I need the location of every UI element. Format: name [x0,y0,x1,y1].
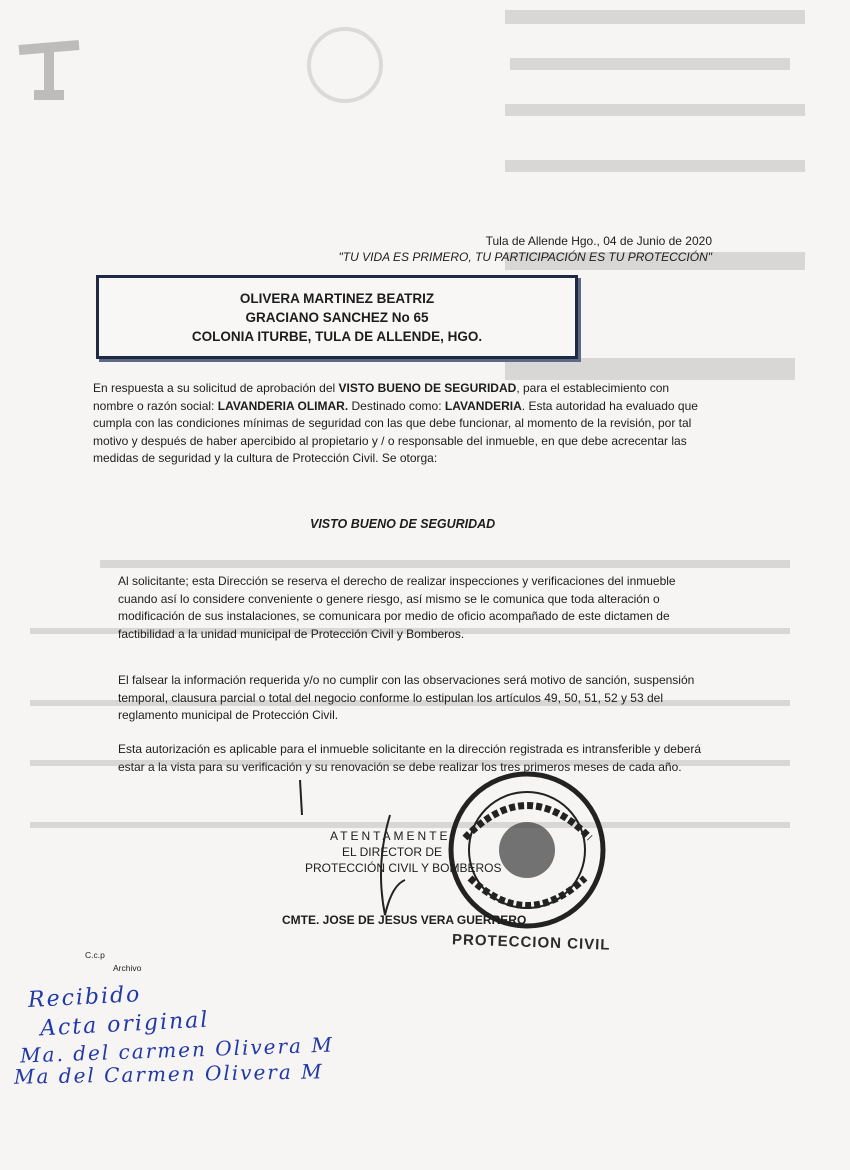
signature-role: EL DIRECTOR DE [342,845,443,859]
director-name: CMTE. JOSE DE JESUS VERA GUERRERO [282,913,527,927]
paragraph-inspections: Al solicitante; esta Dirección se reserva el derecho de realizar inspecciones y verificaciones del inmueble cuando así lo considere conveniente o genere riesgo, así mismo se le comunica que toda alteración o modificación de sus instalaciones, se comunicara por medio de oficio acompañado de este dictamen de factibilidad a la unidad municipal de Protección Civil y Bomberos. [118,574,676,641]
para1-text-3: Destinado como: [348,398,445,413]
recipient-colony: COLONIA ITURBE, TULA DE ALLENDE, HGO. [191,329,483,344]
closing-atentamente: ATENTAMENTE [330,829,451,843]
ccp-label: C.c.p [85,950,105,960]
handwritten-line: Ma del Carmen Olivera M [13,1059,324,1089]
municipal-logo-icon [14,20,84,110]
recipient-street: GRACIANO SANCHEZ No 65 [245,310,429,325]
paragraph-validity: Esta autorización es aplicable para el inmueble solicitante en la dirección registrada es intransferible y deberá estar a la vista para su verificación y su renovación se debe realizar los tres primeros meses de cada año. [118,742,701,774]
date-line: Tula de Allende Hgo., 04 de Junio de 2020 [485,234,712,248]
proteccion-civil-stamp: PROTECCION CIVIL [451,931,611,954]
slogan: "TU VIDA ES PRIMERO, TU PARTICIPACIÓN ES TU PROTECCIÓN" [338,250,712,264]
paragraph-sanctions: El falsear la información requerida y/o no cumplir con las observaciones será motivo de sanción, suspensión temporal, clausura parcial o total del negocio conforme lo estipulan los artículos 49, 50, 51, 52 y 53 del reglamento municipal de Protección Civil. [118,673,695,722]
handwritten-line: Ma. del carmen Olivera M [19,1032,335,1068]
recipient-address-box [96,275,578,359]
handwritten-signature-icon [280,775,420,925]
para1-bold-use: LAVANDERIA [444,398,522,413]
para1-text-1: En respuesta a su solicitud de aprobación del [93,381,339,395]
signature-dept: PROTECCIÓN CIVIL Y BOMBEROS [305,861,502,875]
para1-bold-permit: VISTO BUENO DE SEGURIDAD [338,381,517,395]
recipient-name: OLIVERA MARTINEZ BEATRIZ [239,291,435,306]
paragraph-request [93,380,710,468]
handwritten-line: Acta original [39,1007,210,1042]
para1-text-2: , para el establecimiento con nombre o razón social: [93,381,670,413]
para1-text-4: . Esta autoridad ha evaluado que cumpla con las condiciones mínimas de seguridad con las que debe funcionar, al momento de la revisión, por tal motivo y después de haber apercibido al propietario y / o responsable del inmueble, en que debe acrecentar las medidas de seguridad y la cultura de Protección Civil. Se otorga: [93,398,698,465]
handwritten-line: Recibido [27,982,142,1013]
archivo-label: Archivo [113,963,142,973]
para1-bold-business: LAVANDERIA OLIMAR. [217,398,349,413]
granted-subject: VISTO BUENO DE SEGURIDAD [310,517,496,531]
